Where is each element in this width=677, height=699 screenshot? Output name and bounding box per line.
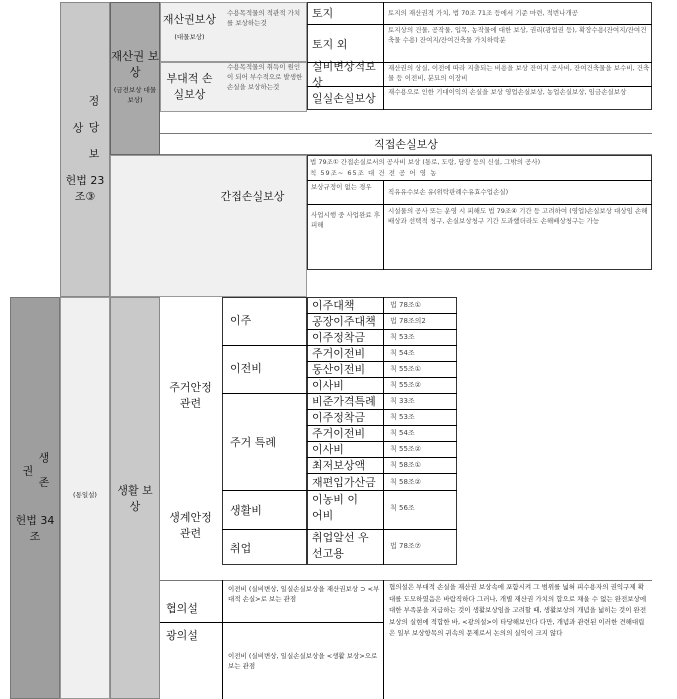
item-name: 주거이전비 xyxy=(312,427,366,440)
item-name: 이사비 xyxy=(312,379,344,392)
incidental-label: 부대적 손실보상 xyxy=(166,72,213,101)
item-ref: 칙 56조 xyxy=(390,504,415,512)
bottom-left-law: 헌법 34조 xyxy=(15,514,55,543)
indirect-loss-label: 간접손실보상 xyxy=(220,190,285,203)
indirect-law: 법 79조① 간접손실로서의 공사비 보상 (통로, 도랑, 담장 등의 신설, 그밖의 공사) xyxy=(310,158,541,166)
housing-label: 주거안정 관련 xyxy=(169,381,212,410)
item-ref: 칙 55조② xyxy=(390,445,421,453)
item-name: 이사비 xyxy=(312,443,344,456)
row-desc-other: 토지상의 건물, 공작물, 입목, 농작물에 대한 보상, 권리(광업권 등), 확장수용(잔여지/잔여건축물 수용) 잔여지/잔여건축물 가치하락분 xyxy=(388,26,647,44)
provision-label: 보상규정이 없는 경우 xyxy=(311,183,372,191)
item-name: 재편입가산금 xyxy=(312,475,376,489)
item-ref: 법 78조① xyxy=(390,301,421,309)
provision-desc: 직유유수보손 유(위탁판례수유효수업손실) xyxy=(388,188,509,196)
row-item-actual-cost: 실비변상적보상 xyxy=(312,60,376,89)
direct-loss-label: 직접손실보상 xyxy=(160,133,652,155)
direct-property-desc: 수용목적물의 적관적 가치를 보상하는것 xyxy=(227,9,301,27)
property-comp-sub: (금전보상 대물보상) xyxy=(113,86,157,104)
row-item-land: 토지 xyxy=(312,7,334,20)
item-ref: 법 78조⑦ xyxy=(390,542,421,550)
item-name: 비준가격특례 xyxy=(312,395,376,408)
item-ref: 칙 53조 xyxy=(390,333,415,341)
item-ref: 칙 53조 xyxy=(390,413,415,421)
item-ref: 칙 58조① xyxy=(390,461,421,469)
item-name: 이주정착금 xyxy=(312,411,366,424)
after-label: 사업시행 중 사업완료 후 피해 xyxy=(311,211,380,229)
broad-desc: 이전비 (실비변상, 일실손실보상을 <생활 보상>으로 보는 관점 xyxy=(228,652,378,670)
moving-label: 이주 xyxy=(230,314,252,327)
after-desc: 시설물의 공사 또는 운영 시 피해도 법 79조④ 기간 등 고려하여 (영업)손실보상 대상임 손해배상과 선택적 청구, 손실보상청구 기간 도과했더라도 손해배상청구는 가능 xyxy=(388,207,648,225)
housing-special-label: 주거 특례 xyxy=(230,436,277,449)
item-name: 주거이전비 xyxy=(312,347,366,360)
top-left-title: 정 당 보 상 xyxy=(71,95,100,165)
item-ref: 칙 58조② xyxy=(390,477,421,486)
bottom-left-title: 생 존 권 xyxy=(21,452,50,493)
row-desc-lost-income: 재수용으로 인한 기대이익의 손실을 보상 영업손실보상, 농업손실보상, 임금손실보상 xyxy=(388,88,627,96)
item-ref: 칙 55조② xyxy=(390,381,421,389)
direct-property-label: 재산권보상 xyxy=(162,13,217,26)
direct-property-sub: (대물보상) xyxy=(174,33,205,41)
narrow-label: 협의설 xyxy=(166,602,198,615)
item-ref: 칙 54조 xyxy=(390,429,415,437)
narrow-desc: 이전비 (실비변상, 일실손실보상을 재산권보상 ⊃ <부대적 손실>로 보는 관점 xyxy=(228,585,380,603)
sub-category-column xyxy=(222,297,307,565)
property-comp-label: 재산권 보상 xyxy=(110,49,160,79)
item-name: 동산이전비 xyxy=(312,363,366,376)
indirect-loss-block xyxy=(110,155,307,297)
row-desc-land: 토지의 재산권적 가치, 법 70조 71조 등에서 기준 마련, 적번나개공 xyxy=(388,9,578,17)
row-item-other: 토지 외 xyxy=(312,38,348,51)
item-name: 취업알선 우선고용 xyxy=(312,531,369,560)
item-name: 공장이주대책 xyxy=(312,315,376,328)
unity-label: (통일설) xyxy=(73,491,97,499)
incidental-desc: 수용목적물의 취득이 원인이 되어 부수적으로 발생한 손실을 보상하는것 xyxy=(227,63,303,91)
employment-label: 취업 xyxy=(230,542,252,555)
living-cost-label: 생활비 xyxy=(230,504,262,517)
row-item-lost-income: 일실손실보상 xyxy=(312,92,376,105)
item-name: 최저보상액 xyxy=(312,459,366,472)
life-comp-label: 생활 보상 xyxy=(117,484,153,513)
item-name: 이주정착금 xyxy=(312,331,366,344)
relocation-cost-label: 이전비 xyxy=(230,362,262,375)
theory-note: 협의설은 부대적 손실을 재산권 보상속에 포함시켜 그 범위를 넓혀 피수용자의 권익구제 확대를 도모하였음은 바람직하다 그러나, 개별 재산권 가치의 합으로 채울 수 없는 완전보상에 대한 부족분을 지급하는 것이 생활보상임을 고려할 때, 생활보상의 개념을 넓히는 것이 완전보상의 실현에 적합한 바, <광의설>이 타당해보인다 다만, 개념과 관련된 이러한 견해대립은 일부 보상항목의 귀속의 문제로서 논의의 실익이 크지 않다 xyxy=(389,583,647,637)
item-ref: 칙 55조① xyxy=(390,365,421,373)
broad-label: 광의설 xyxy=(166,629,198,642)
indirect-law2: 칙 59조~ 65조 대 건 전 공 어 영 농 xyxy=(310,169,438,177)
item-name: 이농비 이어비 xyxy=(312,493,359,522)
item-ref: 칙 54조 xyxy=(390,349,415,357)
item-ref: 법 78조의2 xyxy=(390,317,426,325)
item-name: 이주대책 xyxy=(312,299,355,312)
item-ref: 칙 33조 xyxy=(390,397,415,405)
top-left-law: 헌법 23조③ xyxy=(65,174,105,203)
living-label: 생계안정 관련 xyxy=(169,511,212,540)
row-desc-actual-cost: 재산권의 상실, 이전에 따라 지출되는 비용을 보상 잔여지 공사비, 잔여건축물을 보수비, 건축물 등 이전비, 분묘의 이장비 xyxy=(388,64,650,82)
